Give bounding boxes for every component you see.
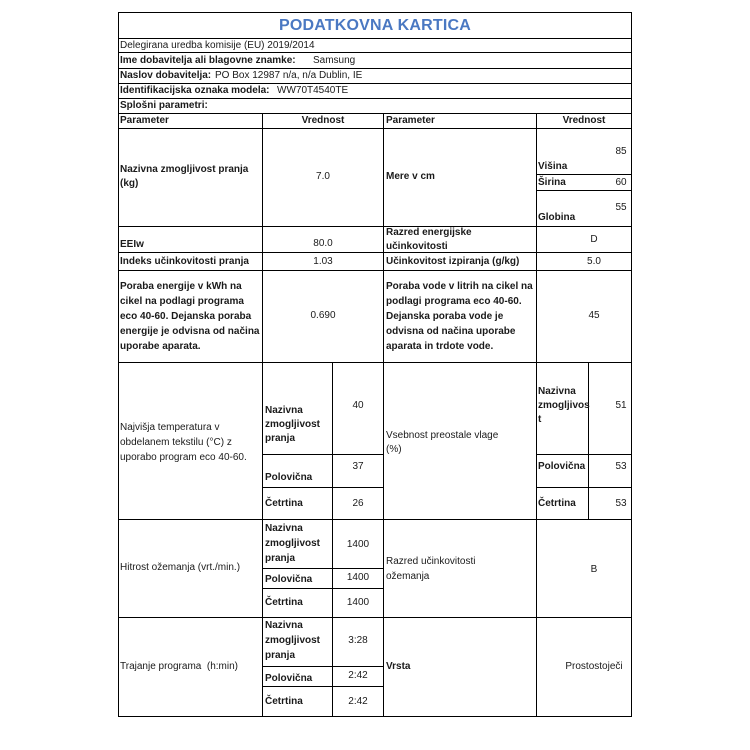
rule bbox=[263, 686, 383, 687]
spin-class-value: B bbox=[590, 564, 598, 575]
model-label: Identifikacijska oznaka modela: bbox=[120, 85, 270, 96]
rule bbox=[118, 519, 632, 520]
moisture-rated-label: zmogljivos bbox=[538, 400, 590, 411]
spin-class-label-line: ožemanja bbox=[386, 571, 430, 582]
energy-class-label-2: učinkovitosti bbox=[386, 241, 448, 252]
width-label: Širina bbox=[538, 177, 566, 188]
depth-label: Globina bbox=[538, 212, 576, 223]
moisture-label-line: Vsebnost preostale vlage bbox=[386, 430, 499, 441]
temp-half-value: 37 bbox=[352, 461, 364, 472]
rule bbox=[118, 12, 632, 13]
duration-rated-label: Nazivna bbox=[265, 620, 303, 631]
energy-label-line: energije je odvisna od načina bbox=[120, 326, 260, 337]
moisture-half-value: 53 bbox=[615, 461, 627, 472]
duration-rated-value: 3:28 bbox=[348, 635, 368, 646]
water-label-line: Poraba vode v litrih na cikel na bbox=[386, 281, 533, 292]
duration-quarter-label: Četrtina bbox=[265, 696, 303, 707]
depth-value: 55 bbox=[615, 202, 627, 213]
supplier-value: Samsung bbox=[313, 55, 356, 66]
wash-index-label: Indeks učinkovitosti pranja bbox=[120, 256, 249, 267]
moisture-half-label: Polovična bbox=[538, 461, 586, 472]
temp-quarter-value: 26 bbox=[352, 498, 364, 509]
col-header-parameter: Parameter bbox=[386, 115, 435, 126]
eei-label: EEIw bbox=[120, 239, 144, 250]
rinse-value: 5.0 bbox=[587, 256, 601, 267]
temp-half-label: Polovična bbox=[265, 472, 313, 483]
wash-index-value: 1.03 bbox=[313, 256, 333, 267]
energy-label-line: eco 40-60. Dejanska poraba bbox=[120, 311, 252, 322]
rule bbox=[383, 113, 384, 717]
col-header-parameter: Parameter bbox=[120, 115, 169, 126]
energy-class-label: Razred energijske bbox=[386, 227, 472, 238]
spin-rated-value: 1400 bbox=[346, 539, 370, 550]
duration-rated-label: pranja bbox=[265, 650, 296, 661]
energy-label-line: uporabe aparata. bbox=[120, 341, 201, 352]
width-value: 60 bbox=[615, 177, 627, 188]
spin-half-value: 1400 bbox=[346, 572, 370, 583]
moisture-rated-label: Nazivna bbox=[538, 386, 576, 397]
capacity-value: 7.0 bbox=[316, 171, 330, 182]
energy-label-line: Poraba energije v kWh na bbox=[120, 281, 242, 292]
rule bbox=[263, 487, 383, 488]
rule bbox=[118, 128, 632, 129]
spin-rated-label: zmogljivost bbox=[265, 538, 321, 549]
type-label: Vrsta bbox=[386, 661, 411, 672]
capacity-label-unit: (kg) bbox=[120, 178, 139, 189]
rule bbox=[118, 362, 632, 363]
duration-label: Trajanje programa (h:min) bbox=[120, 661, 239, 672]
duration-half-label: Polovična bbox=[265, 673, 313, 684]
energy-class-value: D bbox=[590, 234, 598, 245]
energy-value: 0.690 bbox=[310, 310, 336, 321]
rule bbox=[263, 588, 383, 589]
water-label-line: Dejanska poraba vode je bbox=[386, 311, 504, 322]
rule bbox=[536, 487, 632, 488]
height-label: Višina bbox=[538, 161, 568, 172]
duration-quarter-value: 2:42 bbox=[348, 696, 368, 707]
rule bbox=[118, 716, 632, 717]
rinse-label: Učinkovitost izpiranja (g/kg) bbox=[386, 256, 520, 267]
type-value: Prostostoječi bbox=[565, 661, 623, 672]
spin-quarter-value: 1400 bbox=[346, 597, 370, 608]
rule bbox=[118, 226, 632, 227]
duration-rated-label: zmogljivost bbox=[265, 635, 321, 646]
rule bbox=[588, 362, 589, 519]
water-value: 45 bbox=[588, 310, 600, 321]
model-value: WW70T4540TE bbox=[277, 85, 349, 96]
height-value: 85 bbox=[615, 146, 627, 157]
temp-label-line: uporabo program eco 40-60. bbox=[120, 452, 247, 463]
rule bbox=[118, 12, 119, 717]
spin-rated-label: pranja bbox=[265, 553, 296, 564]
temp-quarter-label: Četrtina bbox=[265, 498, 303, 509]
spin-label: Hitrost ožemanja (vrt./min.) bbox=[120, 562, 241, 573]
moisture-quarter-value: 53 bbox=[615, 498, 627, 509]
rule bbox=[536, 454, 632, 455]
address-value: PO Box 12987 n/a, n/a Dublin, IE bbox=[215, 70, 363, 81]
moisture-rated-label: t bbox=[538, 414, 542, 425]
rule bbox=[118, 52, 632, 53]
rule bbox=[118, 270, 632, 271]
spin-class-label-line: Razred učinkovitosti bbox=[386, 556, 476, 567]
rule bbox=[631, 12, 632, 717]
rule bbox=[263, 666, 383, 667]
energy-label-line: cikel na podlagi programa bbox=[120, 296, 244, 307]
spin-half-label: Polovična bbox=[265, 574, 313, 585]
sheet-title: PODATKOVNA KARTICA bbox=[278, 17, 472, 34]
rule bbox=[536, 190, 632, 191]
temp-rated-label: zmogljivost bbox=[265, 419, 321, 430]
capacity-label: Nazivna zmogljivost pranja bbox=[120, 164, 249, 175]
temp-rated-value: 40 bbox=[352, 400, 364, 411]
temp-label-line: obdelanem tekstilu (°C) z bbox=[120, 437, 232, 448]
moisture-label-line: (%) bbox=[386, 444, 402, 455]
eei-value: 80.0 bbox=[313, 238, 333, 249]
moisture-rated-value: 51 bbox=[615, 400, 627, 411]
duration-half-value: 2:42 bbox=[348, 670, 368, 681]
col-header-value: Vrednost bbox=[301, 115, 345, 126]
spin-quarter-label: Četrtina bbox=[265, 597, 303, 608]
rule bbox=[118, 252, 632, 253]
rule bbox=[118, 617, 632, 618]
water-label-line: podlagi programa eco 40-60. bbox=[386, 296, 522, 307]
regulation-text: Delegirana uredba komisije (EU) 2019/2014 bbox=[120, 40, 315, 51]
rule bbox=[262, 113, 263, 717]
rule bbox=[263, 454, 383, 455]
temp-label-line: Najvišja temperatura v bbox=[120, 422, 220, 433]
address-label: Naslov dobavitelja: bbox=[120, 70, 212, 81]
water-label-line: aparata in trdote vode. bbox=[386, 341, 494, 352]
supplier-label: Ime dobavitelja ali blagovne znamke: bbox=[120, 55, 296, 66]
general-params-label: Splošni parametri: bbox=[120, 100, 208, 111]
temp-rated-label: pranja bbox=[265, 433, 296, 444]
dimensions-label: Mere v cm bbox=[386, 171, 435, 182]
col-header-value: Vrednost bbox=[562, 115, 606, 126]
rule bbox=[536, 113, 537, 717]
water-label-line: odvisna od načina uporabe bbox=[386, 326, 516, 337]
moisture-quarter-label: Četrtina bbox=[538, 498, 576, 509]
temp-rated-label: Nazivna bbox=[265, 405, 303, 416]
rule bbox=[536, 174, 632, 175]
spin-rated-label: Nazivna bbox=[265, 523, 303, 534]
rule bbox=[263, 568, 383, 569]
